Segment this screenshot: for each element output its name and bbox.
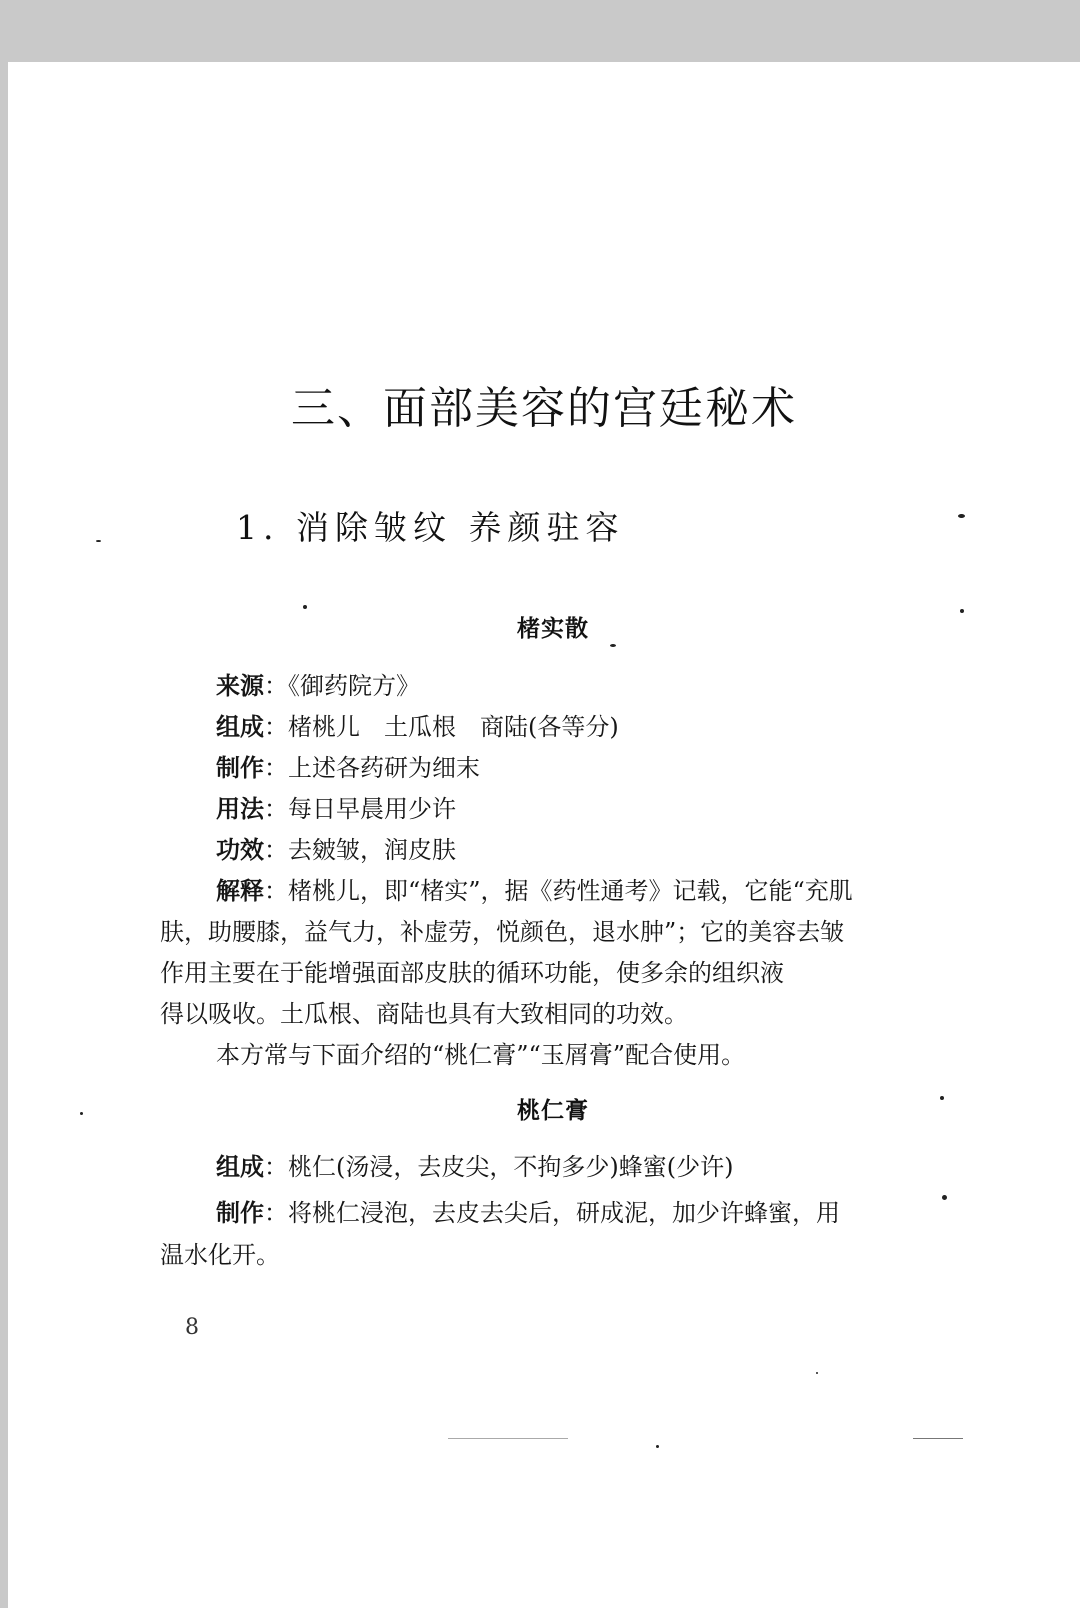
composition-text: ：桃仁(汤浸，去皮尖，不拘多少)蜂蜜(少许) [264, 1153, 734, 1181]
recipe1-composition [216, 706, 619, 748]
chapter-title: 三、面部美容的宫廷秘术 [291, 383, 797, 434]
scan-rule [448, 1438, 568, 1439]
scan-rule [913, 1438, 963, 1439]
recipe1-explanation-line2: 肤，助腰膝，益气力，补虚劳，悦颜色，退水肿”；它的美容去皱 [160, 918, 845, 946]
preparation-text: ：将桃仁浸泡，去皮去尖后，研成泥，加少许蜂蜜，用 [264, 1199, 840, 1227]
effect-label: 功效 [216, 835, 264, 864]
scan-speck [960, 609, 964, 613]
recipe2-preparation-line1 [216, 1192, 840, 1234]
scan-speck [942, 1195, 947, 1200]
recipe1-effect [216, 829, 456, 871]
composition-label: 组成 [216, 712, 264, 741]
scan-speck [656, 1445, 659, 1448]
recipe1-explanation-line3: 作用主要在于能增强面部皮肤的循环功能，使多余的组织液 [160, 959, 784, 987]
recipe1-usage [216, 788, 456, 830]
preparation-label: 制作 [216, 753, 264, 782]
source-text: ：《御药院方》 [264, 672, 420, 700]
explanation-text: ：楮桃儿，即“楮实”，据《药性通考》记载，它能“充肌 [264, 877, 853, 905]
scan-speck [80, 1112, 83, 1115]
effect-text: ：去皴皱，润皮肤 [264, 836, 456, 864]
book-page [8, 62, 1080, 1608]
recipe1-explanation-line4: 得以吸收。土瓜根、商陆也具有大致相同的功效。 [160, 1000, 688, 1028]
scan-speck [96, 540, 101, 542]
recipe1-preparation [216, 747, 480, 789]
source-label: 来源 [216, 671, 264, 700]
usage-text: ：每日早晨用少许 [264, 795, 456, 823]
composition-text: ：楮桃儿 土瓜根 商陆(各等分) [264, 713, 619, 741]
recipe-title-chushisan: 楮实散 [517, 615, 589, 642]
preparation-text: ：上述各药研为细末 [264, 754, 480, 782]
page-number: 8 [185, 1315, 199, 1340]
section-title: 1. 消除皱纹 养颜驻容 [236, 508, 625, 547]
composition-label: 组成 [216, 1152, 264, 1181]
preparation-label: 制作 [216, 1198, 264, 1227]
recipe-title-taorengao: 桃仁膏 [517, 1097, 589, 1124]
recipe1-note: 本方常与下面介绍的“桃仁膏”“玉屑膏”配合使用。 [216, 1041, 746, 1069]
recipe1-explanation-line1 [216, 870, 853, 912]
scan-speck [816, 1372, 818, 1374]
recipe2-composition [216, 1146, 733, 1188]
explanation-label: 解释 [216, 876, 264, 905]
recipe1-source [216, 665, 420, 707]
usage-label: 用法 [216, 794, 264, 823]
scan-speck [303, 605, 307, 609]
recipe2-preparation-line2: 温水化开。 [160, 1241, 280, 1269]
scan-speck [940, 1096, 944, 1100]
scan-speck [958, 514, 965, 518]
scan-speck [610, 644, 616, 647]
